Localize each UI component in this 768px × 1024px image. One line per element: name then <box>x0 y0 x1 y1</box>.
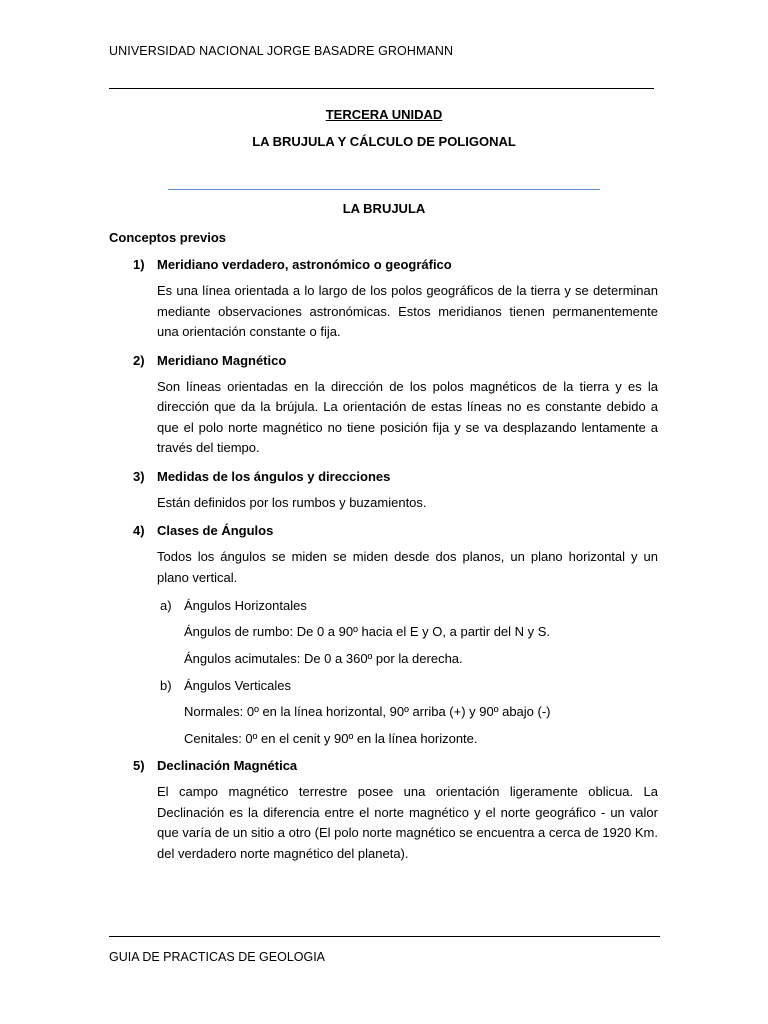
item-heading-1 <box>109 255 658 274</box>
document-title: LA BRUJULA Y CÁLCULO DE POLIGONAL <box>252 134 516 149</box>
blue-divider <box>168 189 600 190</box>
item-heading-2 <box>109 351 658 370</box>
item-heading-3 <box>109 467 658 486</box>
footer-text: GUIA DE PRACTICAS DE GEOLOGIA <box>109 950 326 964</box>
item-number: 3) <box>133 468 145 484</box>
header-rule <box>109 88 654 89</box>
subitem-heading-b <box>109 676 658 695</box>
item-title: Meridiano Magnético <box>157 352 287 368</box>
item-title: Clases de Ángulos <box>157 523 274 538</box>
item-paragraph-1: Es una línea orientada a lo largo de los polos geográficos de la tierra y se determinan mediante observaciones astronómicas. Estos meridianos tienen permanentemente una orientación constante o fija. <box>157 283 658 339</box>
unit-title: TERCERA UNIDAD <box>325 107 443 122</box>
subitem-heading-a <box>109 596 658 615</box>
section-title: LA BRUJULA <box>342 201 426 216</box>
footer-rule <box>109 936 660 937</box>
item-paragraph-5: El campo magnético terrestre posee una orientación ligeramente oblicua. La Declinación es la diferencia entre el norte magnético y el norte geográfico - un valor que varía de un sitio a otro (El polo norte magnético se encuentra a cerca de 1920 Km. del verdadero norte magnético del planeta). <box>157 784 658 861</box>
item-title: Declinación Magnética <box>157 758 298 773</box>
subitem-title: Ángulos Verticales <box>184 678 291 693</box>
item-title: Medidas de los ángulos y direcciones <box>157 468 391 484</box>
subitem-line: Cenitales: 0º en el cenit y 90º en la línea horizonte. <box>184 731 478 746</box>
item-paragraph-2: Son líneas orientadas en la dirección de los polos magnéticos de la tierra y es la dirección que da la brújula. La orientación de estas líneas no es constante debido a que el polo norte magnético no tiene posición fija y se va desplazando lentamente a través del tiempo. <box>157 378 658 455</box>
item-paragraph-3: Están definidos por los rumbos y buzamientos. <box>157 494 427 510</box>
item-number: 5) <box>133 758 145 773</box>
subitem-letter: b) <box>160 678 172 693</box>
item-number: 1) <box>133 257 145 272</box>
subitem-line: Ángulos de rumbo: De 0 a 90º hacia el E y O, a partir del N y S. <box>184 624 551 639</box>
item-title: Meridiano verdadero, astronómico o geográfico <box>157 257 452 272</box>
item-paragraph-4: Todos los ángulos se miden se miden desde dos planos, un plano horizontal y un plano vertical. <box>157 549 658 585</box>
item-number: 2) <box>133 352 145 368</box>
concepts-heading: Conceptos previos <box>109 230 227 245</box>
document-body <box>109 228 658 872</box>
item-heading-4 <box>109 521 658 540</box>
subitem-line: Ángulos acimutales: De 0 a 360º por la derecha. <box>184 651 463 666</box>
item-heading-5 <box>109 756 658 775</box>
subitem-letter: a) <box>160 598 172 613</box>
subitem-title: Ángulos Horizontales <box>184 598 307 613</box>
item-number: 4) <box>133 523 145 538</box>
header-institution: UNIVERSIDAD NACIONAL JORGE BASADRE GROHMANN <box>109 44 454 58</box>
subitem-line: Normales: 0º en la línea horizontal, 90º arriba (+) y 90º abajo (-) <box>184 704 551 719</box>
